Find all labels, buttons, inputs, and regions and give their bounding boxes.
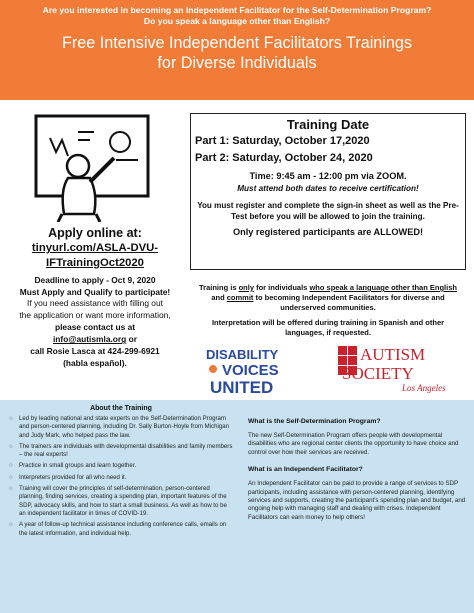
sdp-heading: What is the Self-Determination Program? — [248, 418, 381, 425]
dvu-line-3: UNITED — [210, 378, 274, 397]
faq-section — [244, 405, 472, 522]
phone-line: call Rosie Lasca at 424-299-6921 — [30, 346, 160, 357]
eligibility-t4: to becoming Independent Facilitators for diverse and underserved communities. — [253, 293, 445, 312]
email-link[interactable]: info@autismla.org — [52, 334, 127, 345]
list-item-text: Practice in small groups and learn together. — [19, 462, 137, 470]
list-item-text: Training will cover the principles of self-determination, person-centered planning, finding services, creating a spending plan, important features of the SDP, advocacy skills, and how to start a small business. As well as how to be an independent facilitator in times of COVID-19. — [19, 485, 227, 517]
list-item-text: A year of follow-up technical assistance including conference calls, emails on the latest information, and individual help. — [19, 521, 227, 537]
apply-section — [0, 225, 190, 369]
list-item — [9, 443, 233, 460]
disability-voices-united-logo — [202, 342, 312, 397]
deadline-text: Deadline to apply - Oct 9, 2020 — [34, 275, 156, 285]
list-item — [9, 521, 233, 538]
bullet-icon: ○ — [9, 442, 13, 450]
eligibility-u3: commit — [226, 293, 254, 302]
training-part-2: Part 2: Saturday, October 24, 2020 — [195, 152, 373, 164]
eligibility-t3: and — [211, 293, 227, 302]
list-item-text: Led by leading national and state experts on the Self-Determination Program and person-centered planning, including Dr. Sally Burton-Hoyle from Michigan and Judy Mark, who helped pass the law. — [19, 415, 230, 439]
sdp-body: The new Self-Determination Program offers people with developmental disabilities who are regional center clients the opportunity to have choice and control over how their services are received. — [248, 432, 459, 456]
bullet-icon: ○ — [9, 485, 13, 493]
training-part-1: Part 1: Saturday, October 17,2020 — [195, 135, 370, 147]
teacher-whiteboard-illustration — [18, 110, 168, 222]
must-apply-text: Must Apply and Qualify to participate! — [19, 287, 171, 297]
dvu-line-1: DISABILITY — [206, 347, 279, 362]
help-line-1: If you need assistance with filling out — [27, 298, 163, 308]
as-sub: Los Angeles — [402, 383, 446, 393]
training-time: Time: 9:45 am - 12:00 pm via ZOOM. — [249, 171, 407, 181]
apply-heading: Apply online at: — [48, 226, 142, 240]
as-line-1: AUTISM — [360, 345, 426, 364]
banner-title-line-1: Free Intensive Independent Facilitators Trainings — [61, 34, 413, 52]
eligibility-t1: Training is — [199, 283, 239, 292]
if-heading: What is an Independent Facilitator? — [248, 466, 363, 474]
eligibility-text — [192, 283, 464, 313]
help-line-3: please contact us at — [54, 322, 136, 333]
banner-title-line-2: for Diverse Individuals — [157, 54, 317, 72]
bullet-icon: ○ — [9, 462, 13, 470]
eligibility-u1: only — [238, 283, 255, 292]
email-suffix: or — [126, 334, 137, 345]
about-training-list — [9, 415, 233, 538]
training-date-title: Training Date — [286, 117, 370, 132]
eligibility-t2: for individuals — [254, 283, 310, 292]
training-date-box — [190, 113, 466, 270]
header-banner — [0, 0, 474, 100]
banner-question-1: Are you interested in becoming an Independent Facilitator for the Self-Determination Program? — [42, 5, 432, 15]
about-training-section — [5, 405, 237, 541]
bullet-icon: ○ — [9, 521, 13, 529]
if-body: An Independent Facilitator can be paid to provide a range of services to SDP participants, including assistance with person-centered planning, identifying services and supports, creating the participant's spending plan and budget, and ongoing help with managing staff and dealing with crises. Independent Facilitators can earn money to help others! — [248, 480, 466, 521]
list-item — [9, 474, 233, 482]
interpretation-note: Interpretation will be offered during training in Spanish and other languages, if requested. — [211, 318, 445, 337]
autism-society-logo — [336, 340, 456, 395]
only-registered-note: Only registered participants are ALLOWED! — [232, 227, 424, 237]
email-line — [0, 333, 190, 345]
list-item — [9, 485, 233, 518]
apply-url-line-2[interactable]: IFTrainingOct2020 — [46, 257, 144, 269]
list-item-text: The trainers are individuals with developmental disabilities and family members – the real experts! — [19, 442, 233, 459]
spanish-note: (habla español). — [63, 358, 127, 369]
list-item — [9, 415, 233, 440]
help-line-2: the application or want more information, — [19, 309, 171, 320]
as-line-2: SOCIETY — [342, 364, 414, 383]
attend-both-note: Must attend both dates to receive certification! — [237, 184, 419, 193]
about-training-title: About the Training — [90, 405, 152, 412]
apply-url-line-1[interactable]: tinyurl.com/ASLA-DVU- — [31, 242, 159, 254]
dvu-line-2: VOICES — [222, 362, 279, 379]
bullet-icon: ○ — [9, 415, 13, 422]
list-item — [9, 462, 233, 470]
banner-question-2: Do you speak a language other than English? — [143, 16, 331, 26]
bullet-icon: ○ — [9, 473, 13, 481]
eligibility-u2: who speak a language other than English — [309, 283, 457, 292]
list-item-text: Interpreters provided for all who need it. — [19, 473, 127, 481]
register-note: You must register and complete the sign-in sheet as well as the Pre-Test before you will be allowed to join the training. — [197, 201, 459, 221]
